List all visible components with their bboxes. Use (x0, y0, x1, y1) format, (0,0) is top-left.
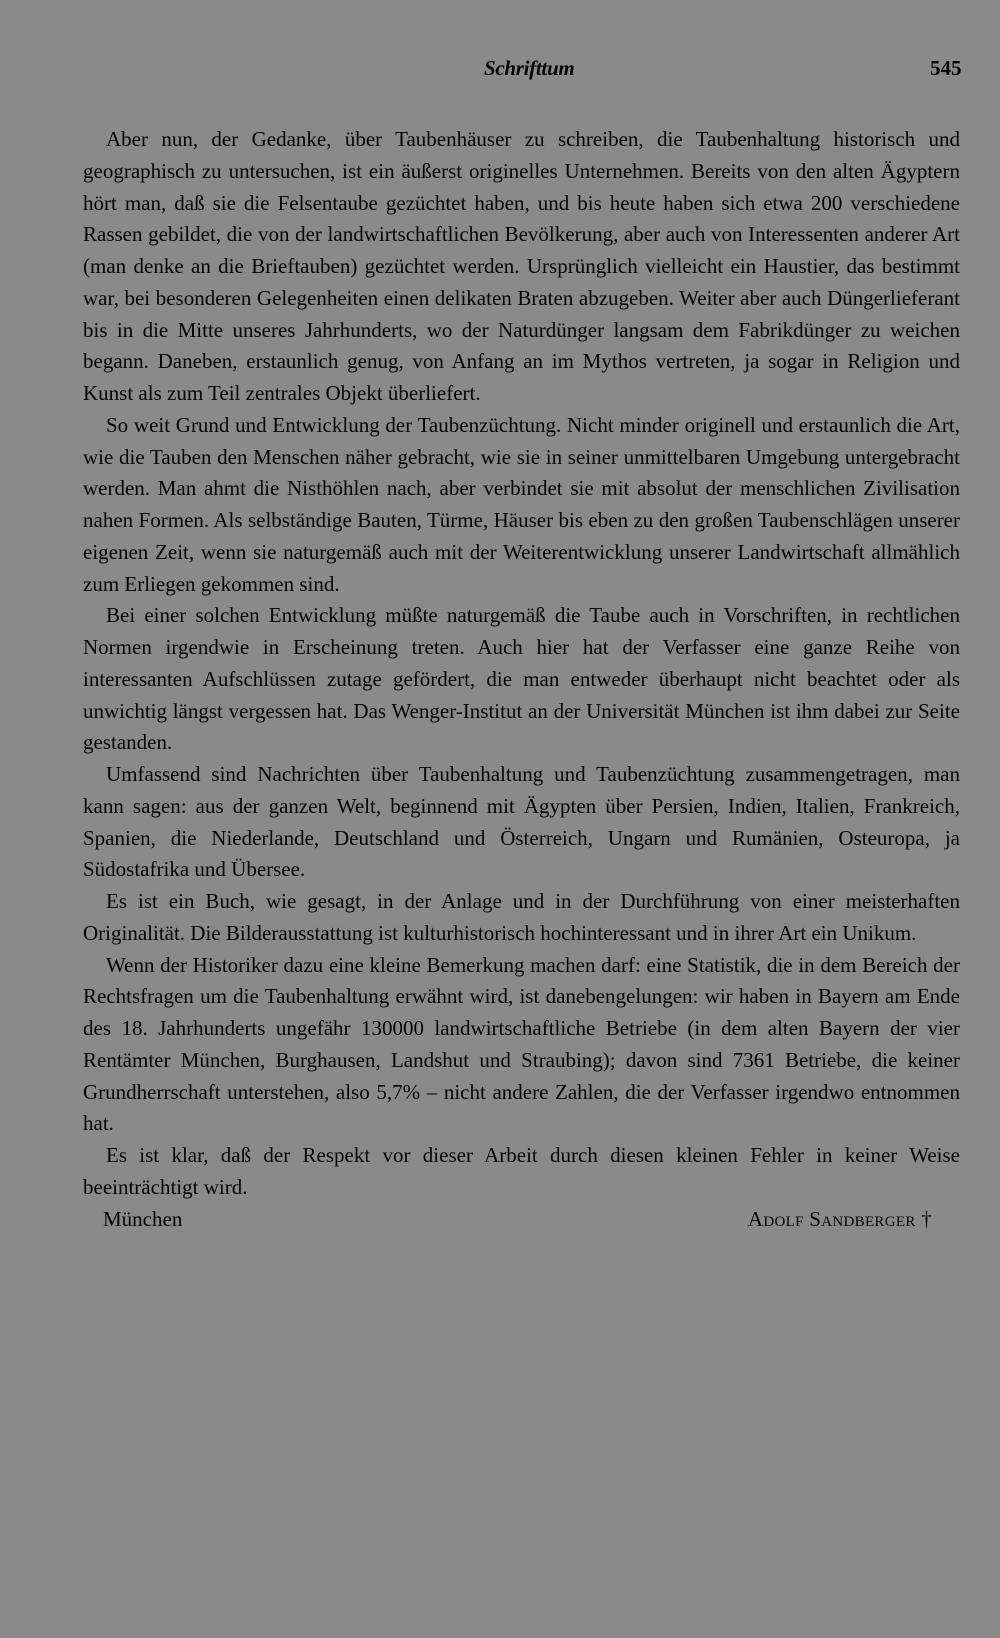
paragraph-3: Bei einer solchen Entwicklung müßte naturgemäß die Taube auch in Vorschriften, in rechtlichen Normen irgendwie in Erscheinung treten. Auch hier hat der Verfasser eine ganze Reihe von interessanten Aufschlüssen zutage gefördert, die man entweder überhaupt nicht beachtet oder als unwichtig längst vergessen hat. Das Wenger-Institut an der Universität München ist ihm dabei zur Seite gestanden. (83, 603, 960, 755)
body-text (83, 124, 960, 1236)
paragraph-6: Wenn der Historiker dazu eine kleine Bemerkung machen darf: eine Statistik, die in dem Bereich der Rechtsfragen um die Taubenhaltung erwähnt wird, ist danebengelungen: wir haben in Bayern am Ende des 18. Jahrhunderts ungefähr 130000 landwirtschaftliche Betriebe (in dem alten Bayern der vier Rentämter München, Burghausen, Landshut und Straubing); davon sind 7361 Betriebe, die keiner Grundherrschaft unterstehen, also 5,7% – nicht andere Zahlen, die der Verfasser irgendwo entnommen hat. (83, 952, 960, 1136)
paragraph-1: Aber nun, der Gedanke, über Taubenhäuser zu schreiben, die Taubenhaltung historisch und geographisch zu untersuchen, ist ein äußerst originelles Unternehmen. Bereits von den alten Ägyptern hört man, daß sie die Felsentaube gezüchtet haben, und bis heute haben sich etwa 200 verschiedene Rassen gebildet, die von der landwirtschaftlichen Bevölkerung, aber auch von Interessenten anderer Art (man denke an die Brieftauben) gezüchtet werden. Ursprünglich vielleicht ein Haustier, das bestimmt war, bei besonderen Gelegenheiten einen delikaten Braten abzugeben. Weiter aber auch Düngerlieferant bis in die Mitte unseres Jahrhunderts, wo der Naturdünger langsam dem Fabrikdünger zu weichen begann. Daneben, erstaunlich genug, von Anfang an im Mythos vertreten, ja sogar in Religion und Kunst als zum Teil zentrales Objekt überliefert. (83, 127, 960, 405)
signature-author: Adolf Sandberger † (747, 1206, 932, 1231)
paragraph-4: Umfassend sind Nachrichten über Taubenhaltung und Taubenzüchtung zusammengetragen, man kann sagen: aus der ganzen Welt, beginnend mit Ägypten über Persien, Indien, Italien, Frankreich, Spanien, die Niederlande, Deutschland und Österreich, Ungarn und Rumänien, Osteuropa, ja Südostafrika und Übersee. (83, 762, 960, 882)
running-title: Schrifttum (484, 56, 575, 80)
paragraph-2: So weit Grund und Entwicklung der Taubenzüchtung. Nicht minder originell und erstaunlich die Art, wie die Tauben den Menschen näher gebracht, wie sie in seiner unmittelbaren Umgebung untergebracht werden. Man ahmt die Nisthöhlen nach, aber verbindet sie mit absolut der menschlichen Zivilisation nahen Formen. Als selbständige Bauten, Türme, Häuser bis eben zu den großen Taubenschlägen unserer eigenen Zeit, wenn sie naturgemäß auch mit der Weiterentwicklung unserer Landwirtschaft allmählich zum Erliegen gekommen sind. (83, 412, 960, 596)
signature (83, 1204, 960, 1236)
page-number: 545 (930, 56, 962, 80)
signature-place: München (103, 1206, 183, 1231)
paragraph-5: Es ist ein Buch, wie gesagt, in der Anlage und in der Durchführung von einer meisterhaften Originalität. Die Bilderausstattung ist kulturhistorisch hochinteressant und in ihrer Art ein Unikum. (83, 889, 960, 945)
running-head (0, 56, 1000, 86)
paragraph-7: Es ist klar, daß der Respekt vor dieser Arbeit durch diesen kleinen Fehler in keiner Weise beeinträchtigt wird. (83, 1143, 960, 1199)
